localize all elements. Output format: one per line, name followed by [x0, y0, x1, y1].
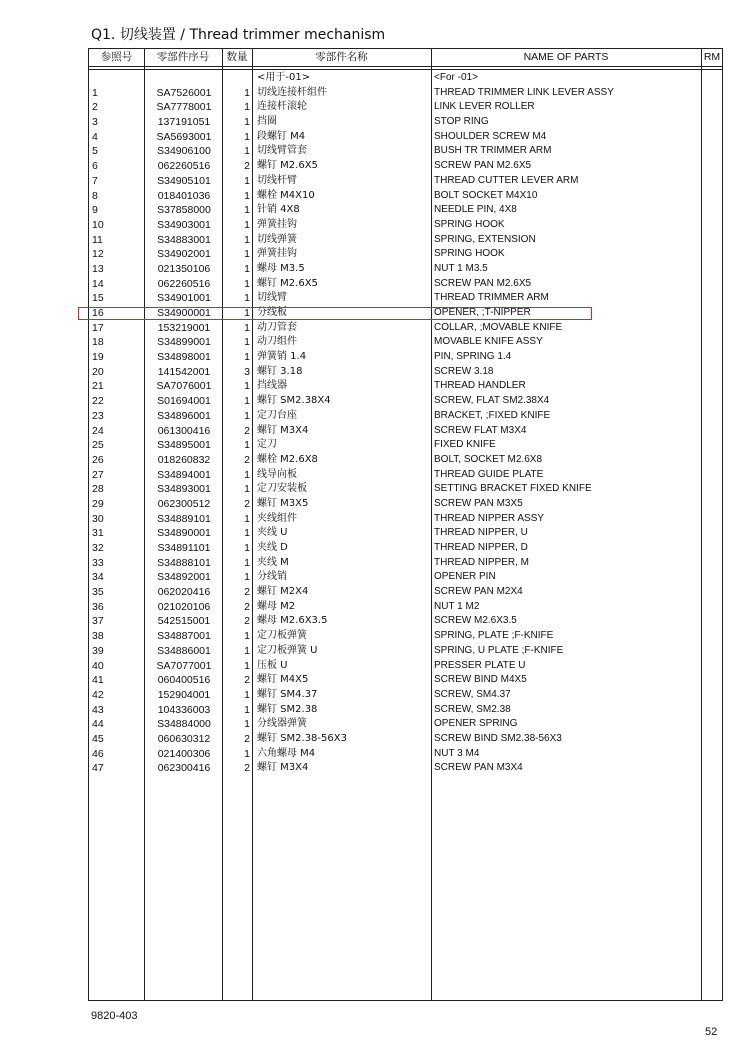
row-ref: 36 [92, 600, 104, 613]
row-name-cn: 切线臂管套 [257, 145, 307, 157]
row-name-cn: 六角螺母 M4 [257, 747, 316, 759]
row-ref: 35 [92, 586, 104, 599]
row-qty: 2 [244, 732, 250, 745]
row-part-no: S34905101 [157, 174, 211, 187]
row-name-en: THREAD NIPPER ASSY [434, 512, 545, 524]
row-ref: 5 [92, 145, 98, 158]
row-ref: 40 [92, 659, 104, 672]
row-name-en: THREAD GUIDE PLATE [434, 468, 544, 480]
row-qty: 1 [244, 145, 250, 158]
row-part-no: SA7526001 [156, 86, 212, 99]
row-qty: 2 [244, 424, 250, 437]
row-qty: 1 [244, 248, 250, 261]
row-part-no: S34889101 [157, 512, 211, 525]
row-name-cn: 螺钉 M3X4 [257, 762, 309, 774]
table-row [89, 761, 724, 776]
row-part-no: 104336003 [157, 703, 211, 716]
row-name-cn: 分线器弹簧 [257, 718, 307, 730]
table-row [89, 438, 724, 453]
row-ref: 46 [92, 747, 104, 760]
table-row [89, 526, 724, 541]
row-part-no: S34906100 [157, 145, 211, 158]
row-name-en: PRESSER PLATE U [434, 659, 526, 671]
row-name-en: LINK LEVER ROLLER [434, 101, 535, 113]
row-name-cn: 动刀组件 [257, 336, 297, 348]
row-name-cn: 弹簧销 1.4 [257, 351, 307, 363]
table-row [89, 379, 724, 394]
row-name-cn: 弹簧挂钩 [257, 218, 297, 230]
row-ref: 17 [92, 321, 104, 334]
table-row [89, 115, 724, 130]
row-part-no: SA5693001 [156, 130, 212, 143]
row-qty: 1 [244, 116, 250, 129]
table-row [89, 409, 724, 424]
row-qty: 2 [244, 615, 250, 628]
row-name-cn: 螺钉 M2.6X5 [257, 160, 318, 172]
row-name-en: SCREW PAN M3X5 [434, 497, 523, 509]
row-ref: 12 [92, 248, 104, 261]
row-part-no: 018401036 [157, 189, 211, 202]
row-name-en: SCREW FLAT M3X4 [434, 424, 527, 436]
row-qty: 1 [244, 204, 250, 217]
row-name-cn: 夹线 D [257, 542, 288, 553]
row-qty: 2 [244, 160, 250, 173]
row-ref: 31 [92, 527, 104, 540]
row-name-en: THREAD TRIMMER LINK LEVER ASSY [434, 86, 614, 98]
row-part-no: S34886001 [157, 644, 211, 657]
row-ref: 10 [92, 218, 104, 231]
row-ref: 41 [92, 674, 104, 687]
table-row [89, 365, 724, 380]
row-part-no: S34887001 [157, 630, 211, 643]
row-name-cn: 挡圈 [257, 116, 277, 128]
row-qty: 2 [244, 600, 250, 613]
row-name-en: SCREW, SM2.38 [434, 703, 511, 715]
row-ref: 24 [92, 424, 104, 437]
row-ref: 33 [92, 556, 104, 569]
table-row [89, 629, 724, 644]
row-name-cn: 动刀管套 [257, 321, 297, 333]
table-row [89, 747, 724, 762]
row-part-no: 137191051 [157, 116, 211, 129]
header-ref: 参照号 [100, 51, 133, 63]
table-row [89, 71, 724, 86]
row-name-cn: 螺钉 M3X4 [257, 424, 309, 436]
header-name-en: NAME OF PARTS [523, 51, 609, 63]
row-ref: 38 [92, 630, 104, 643]
row-name-en: OPENER, ;T-NIPPER [434, 307, 531, 318]
table-row [89, 144, 724, 159]
row-ref: 25 [92, 439, 104, 452]
row-name-en: FIXED KNIFE [434, 439, 496, 451]
header-name-cn: 零部件名称 [315, 51, 368, 63]
row-name-en: PIN, SPRING 1.4 [434, 351, 512, 363]
row-ref: 22 [92, 395, 104, 408]
row-ref: 11 [92, 233, 103, 246]
row-part-no: 060630312 [157, 732, 211, 745]
row-qty: 1 [244, 439, 250, 452]
row-qty: 1 [244, 512, 250, 525]
row-ref: 21 [92, 380, 104, 393]
parts-table [88, 48, 723, 1001]
row-part-no: S34888101 [157, 556, 211, 569]
row-name-cn: 切线臂 [257, 292, 287, 304]
page-title: Q1. 切线装置 / Thread trimmer mechanism [91, 27, 386, 43]
row-name-en: THREAD HANDLER [434, 380, 526, 392]
row-name-en: STOP RING [434, 116, 489, 128]
row-name-en: SPRING, PLATE ;F-KNIFE [434, 630, 554, 642]
table-row [89, 130, 724, 145]
row-qty: 1 [244, 101, 250, 114]
row-name-cn: 螺钉 3.18 [257, 365, 303, 377]
row-ref: 13 [92, 262, 104, 275]
row-name-en: THREAD NIPPER, D [434, 542, 528, 553]
row-name-en: SCREW, FLAT SM2.38X4 [434, 395, 550, 407]
row-name-cn: 螺钉 M2.6X5 [257, 277, 318, 289]
table-row [89, 233, 724, 248]
row-ref: 14 [92, 277, 104, 290]
row-part-no: S34884000 [157, 718, 211, 731]
row-qty: 2 [244, 453, 250, 466]
row-name-cn: <用于-01> [257, 72, 311, 83]
row-name-en: OPENER PIN [434, 571, 496, 583]
row-name-cn: 压板 U [257, 659, 288, 671]
row-part-no: S34900001 [157, 307, 211, 319]
row-name-cn: 定刀安装板 [257, 483, 307, 495]
row-qty: 1 [244, 659, 250, 672]
row-name-cn: 挡线器 [257, 380, 287, 392]
row-qty: 1 [244, 571, 250, 584]
row-name-en: SHOULDER SCREW M4 [434, 130, 547, 142]
row-qty: 2 [244, 497, 250, 510]
row-part-no: S34901001 [157, 292, 211, 305]
header-qty: 数量 [226, 51, 248, 63]
table-row [89, 659, 724, 674]
row-ref: 28 [92, 483, 104, 496]
header-divider [89, 66, 722, 67]
row-qty: 1 [244, 218, 250, 231]
row-qty: 1 [244, 718, 250, 731]
row-qty: 1 [244, 321, 250, 334]
row-name-cn: 螺钉 M3X5 [257, 497, 309, 509]
row-ref: 39 [92, 644, 104, 657]
row-qty: 2 [244, 586, 250, 599]
row-qty: 1 [244, 542, 250, 554]
row-ref: 34 [92, 571, 104, 584]
table-row [89, 174, 724, 189]
table-row [89, 277, 724, 292]
row-part-no: 141542001 [157, 365, 211, 378]
row-ref: 2 [92, 101, 98, 114]
table-row [89, 703, 724, 718]
row-part-no: 062020416 [157, 586, 211, 599]
row-part-no: SA7778001 [156, 101, 212, 114]
table-row [89, 453, 724, 468]
row-name-cn: 定刀台座 [257, 409, 297, 421]
row-part-no: 062260516 [157, 160, 211, 173]
row-name-cn: 弹簧挂钩 [257, 248, 297, 260]
row-part-no: 060400516 [157, 674, 211, 687]
row-name-en: NUT 1 M3.5 [434, 262, 488, 274]
page-number: 52 [705, 1026, 718, 1038]
row-part-no: SA7077001 [156, 659, 212, 672]
table-row [89, 482, 724, 497]
table-row [89, 541, 724, 556]
row-qty: 2 [244, 674, 250, 687]
row-name-en: SCREW BIND SM2.38-56X3 [434, 732, 562, 744]
row-name-cn: 螺钉 SM2.38-56X3 [257, 732, 347, 744]
row-name-cn: 线导向板 [257, 468, 297, 480]
table-row [89, 262, 724, 277]
highlight-box [78, 307, 592, 320]
row-name-cn: 螺钉 SM2.38 [257, 703, 318, 715]
table-row [89, 189, 724, 204]
row-ref: 16 [92, 307, 104, 319]
row-part-no: S34898001 [157, 351, 211, 364]
row-name-cn: 定刀板弹簧 U [257, 644, 318, 656]
row-name-en: SCREW M2.6X3.5 [434, 615, 517, 627]
table-row [89, 335, 724, 350]
row-ref: 20 [92, 365, 104, 378]
row-qty: 1 [244, 556, 250, 569]
row-ref: 27 [92, 468, 104, 481]
table-row [89, 512, 724, 527]
row-name-en: SCREW, SM4.37 [434, 688, 511, 700]
row-qty: 1 [244, 351, 250, 364]
table-row [89, 247, 724, 262]
row-qty: 1 [244, 277, 250, 290]
row-qty: 1 [244, 174, 250, 187]
row-ref: 45 [92, 732, 104, 745]
table-row [89, 673, 724, 688]
row-name-en: SCREW 3.18 [434, 365, 494, 377]
row-qty: 1 [244, 307, 250, 319]
row-part-no: S34891101 [157, 542, 211, 554]
row-qty: 1 [244, 468, 250, 481]
table-row [89, 732, 724, 747]
row-name-cn: 夹线组件 [257, 512, 297, 524]
row-ref: 15 [92, 292, 104, 305]
table-row [89, 159, 724, 174]
row-name-cn: 螺栓 M4X10 [257, 189, 315, 201]
row-part-no: S37858000 [157, 204, 211, 217]
row-ref: 18 [92, 336, 104, 349]
row-name-en: SCREW PAN M2.6X5 [434, 277, 532, 289]
row-ref: 32 [92, 542, 104, 554]
row-name-en: THREAD CUTTER LEVER ARM [434, 174, 579, 186]
row-name-cn: 连接杆滚轮 [257, 101, 307, 113]
row-name-en: <For -01> [434, 72, 478, 83]
row-ref: 8 [92, 189, 98, 202]
row-name-en: SPRING, U PLATE ;F-KNIFE [434, 644, 564, 656]
row-name-cn: 切线弹簧 [257, 233, 297, 245]
row-name-cn: 定刀 [257, 439, 277, 451]
row-ref: 37 [92, 615, 104, 628]
table-row [89, 600, 724, 615]
row-part-no: 062260516 [157, 277, 211, 290]
row-name-cn: 螺钉 SM2.38X4 [257, 395, 331, 407]
row-name-cn: 螺钉 SM4.37 [257, 688, 318, 700]
row-ref: 9 [92, 204, 98, 217]
table-row [89, 203, 724, 218]
row-qty: 1 [244, 688, 250, 701]
row-qty: 1 [244, 233, 250, 246]
row-ref: 26 [92, 453, 104, 466]
row-name-cn: 螺母 M3.5 [257, 262, 305, 274]
row-name-cn: 螺栓 M2.6X8 [257, 453, 318, 465]
table-row [89, 424, 724, 439]
header-divider-double [89, 69, 722, 70]
row-name-cn: 螺钉 M2X4 [257, 586, 309, 598]
row-name-cn: 分线板 [257, 307, 287, 318]
row-name-en: SCREW PAN M2X4 [434, 586, 523, 598]
row-part-no: S01694001 [157, 395, 211, 408]
row-qty: 2 [244, 762, 250, 775]
row-ref: 44 [92, 718, 104, 731]
row-name-cn: 夹线 U [257, 527, 288, 539]
row-part-no: 021350106 [157, 262, 211, 275]
row-name-en: COLLAR, ;MOVABLE KNIFE [434, 321, 563, 333]
row-ref: 4 [92, 130, 98, 143]
row-name-en: NUT 1 M2 [434, 600, 480, 612]
row-name-en: SCREW BIND M4X5 [434, 674, 527, 686]
row-ref: 6 [92, 160, 98, 173]
row-part-no: S34894001 [157, 468, 211, 481]
table-row [89, 688, 724, 703]
row-name-en: SPRING HOOK [434, 218, 505, 230]
table-row [89, 86, 724, 101]
row-name-en: BUSH TR TRIMMER ARM [434, 145, 552, 157]
row-name-en: BOLT, SOCKET M2.6X8 [434, 453, 543, 465]
row-part-no: S34903001 [157, 218, 211, 231]
table-row [89, 614, 724, 629]
row-name-en: THREAD TRIMMER ARM [434, 292, 549, 304]
row-qty: 1 [244, 483, 250, 496]
row-qty: 3 [244, 365, 250, 378]
table-row [89, 291, 724, 306]
row-part-no: 153219001 [157, 321, 211, 334]
row-qty: 1 [244, 747, 250, 760]
row-qty: 1 [244, 644, 250, 657]
row-name-en: BOLT SOCKET M4X10 [434, 189, 538, 201]
row-qty: 1 [244, 292, 250, 305]
row-name-cn: 切线连接杆组件 [257, 86, 327, 98]
row-ref: 30 [92, 512, 104, 525]
row-qty: 1 [244, 86, 250, 99]
table-row [89, 468, 724, 483]
row-qty: 1 [244, 395, 250, 408]
row-part-no: 021400306 [157, 747, 211, 760]
table-row [89, 717, 724, 732]
row-qty: 1 [244, 630, 250, 643]
table-row [89, 644, 724, 659]
row-name-en: MOVABLE KNIFE ASSY [434, 336, 543, 348]
row-ref: 19 [92, 351, 104, 364]
row-part-no: 021020106 [157, 600, 211, 613]
header-part-no: 零部件序号 [156, 51, 210, 63]
row-qty: 1 [244, 409, 250, 422]
row-name-cn: 针销 4X8 [257, 204, 300, 216]
row-part-no: S34895001 [157, 439, 211, 452]
row-qty: 1 [244, 189, 250, 202]
row-name-cn: 分线销 [257, 571, 287, 583]
document-code: 9820-403 [91, 1010, 138, 1022]
row-part-no: S34893001 [157, 483, 211, 496]
row-part-no: S34896001 [157, 409, 211, 422]
row-ref: 29 [92, 497, 104, 510]
row-part-no: 152904001 [157, 688, 211, 701]
row-name-en: SCREW PAN M2.6X5 [434, 160, 532, 172]
table-row [89, 321, 724, 336]
row-qty: 1 [244, 527, 250, 540]
row-name-en: SPRING, EXTENSION [434, 233, 536, 245]
row-part-no: S34899001 [157, 336, 211, 349]
row-ref: 43 [92, 703, 104, 716]
row-part-no: S34892001 [157, 571, 211, 584]
row-qty: 1 [244, 380, 250, 393]
table-row [89, 218, 724, 233]
row-part-no: S34883001 [157, 233, 211, 246]
table-row [89, 556, 724, 571]
row-ref: 42 [92, 688, 104, 701]
row-ref: 3 [92, 116, 98, 129]
table-row [89, 100, 724, 115]
row-name-en: THREAD NIPPER, M [434, 556, 530, 568]
table-row [89, 570, 724, 585]
row-name-cn: 切线杆臂 [257, 174, 297, 186]
row-name-cn: 定刀板弹簧 [257, 630, 307, 642]
row-name-en: NEEDLE PIN, 4X8 [434, 204, 517, 216]
row-name-en: BRACKET, ;FIXED KNIFE [434, 409, 551, 421]
row-name-cn: 螺钉 M4X5 [257, 674, 309, 686]
table-row [89, 497, 724, 512]
row-name-en: OPENER SPRING [434, 718, 518, 730]
row-name-cn: 段螺钉 M4 [257, 130, 306, 142]
row-part-no: 061300416 [157, 424, 211, 437]
row-part-no: 062300512 [157, 497, 211, 510]
row-ref: 23 [92, 409, 104, 422]
row-part-no: SA7076001 [156, 380, 212, 393]
row-qty: 1 [244, 336, 250, 349]
row-part-no: 542515001 [157, 615, 211, 628]
row-qty: 1 [244, 703, 250, 716]
table-row [89, 394, 724, 409]
row-qty: 1 [244, 130, 250, 143]
row-ref: 47 [92, 762, 104, 775]
row-part-no: S34890001 [157, 527, 211, 540]
row-part-no: 062300416 [157, 762, 211, 775]
header-rm: RM [703, 51, 721, 63]
row-name-en: SPRING HOOK [434, 248, 505, 260]
row-name-cn: 螺母 M2 [257, 600, 296, 612]
table-row [89, 585, 724, 600]
row-name-cn: 螺母 M2.6X3.5 [257, 615, 328, 627]
row-ref: 7 [92, 174, 98, 187]
row-name-en: THREAD NIPPER, U [434, 527, 528, 539]
row-qty: 1 [244, 262, 250, 275]
row-ref: 1 [92, 86, 98, 99]
row-name-en: SCREW PAN M3X4 [434, 762, 523, 774]
row-part-no: S34902001 [157, 248, 211, 261]
row-name-en: SETTING BRACKET FIXED KNIFE [434, 483, 592, 495]
row-name-cn: 夹线 M [257, 556, 289, 568]
row-part-no: 018260832 [157, 453, 211, 466]
table-row [89, 350, 724, 365]
row-name-en: NUT 3 M4 [434, 747, 480, 759]
table-body [89, 71, 724, 776]
